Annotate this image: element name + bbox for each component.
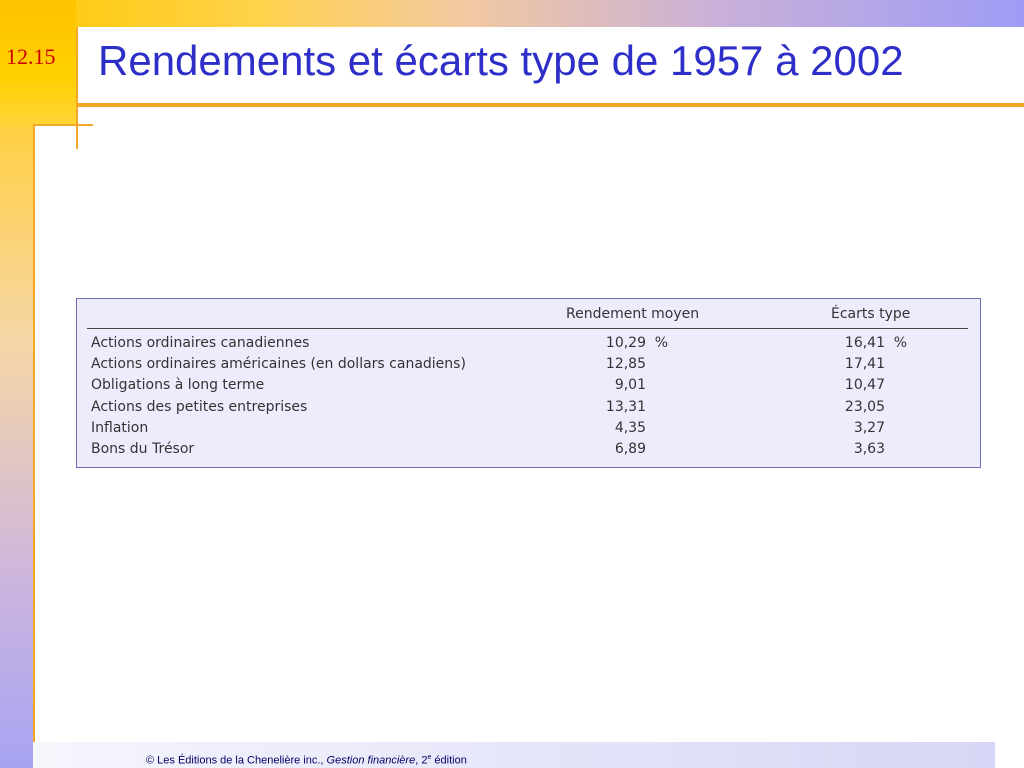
sd-value: 10,47 bbox=[844, 377, 885, 393]
slide-number: 12.15 bbox=[6, 44, 56, 69]
column-header-mean: Rendement moyen bbox=[566, 306, 700, 322]
footer-prefix: © Les Éditions de la Chenelière inc., bbox=[146, 754, 327, 767]
sd-value: 3,63 bbox=[853, 441, 885, 457]
percent-unit: % bbox=[893, 335, 907, 351]
row-label: Actions ordinaires américaines (en dollars canadiens) bbox=[91, 356, 466, 372]
sd-value: 3,27 bbox=[853, 420, 885, 436]
table-header-rule bbox=[87, 328, 968, 329]
mean-value: 4,35 bbox=[614, 420, 646, 436]
table-row bbox=[0, 397, 1024, 418]
mean-value: 10,29 bbox=[605, 335, 646, 351]
footer-superscript: e bbox=[427, 754, 432, 761]
sd-value: 16,41 bbox=[844, 335, 885, 351]
row-label: Bons du Trésor bbox=[91, 441, 195, 457]
std-dev-cell bbox=[845, 333, 907, 354]
title-underline bbox=[76, 103, 1024, 107]
row-label: Actions des petites entreprises bbox=[91, 399, 308, 415]
table-row bbox=[0, 439, 1024, 460]
mean-value: 6,89 bbox=[614, 441, 646, 457]
std-dev-cell bbox=[854, 439, 907, 460]
mean-return-cell bbox=[615, 375, 668, 396]
mean-return-cell bbox=[615, 439, 668, 460]
row-label: Actions ordinaires canadiennes bbox=[91, 335, 310, 351]
mean-value: 13,31 bbox=[605, 399, 646, 415]
column-header-sd: Écarts type bbox=[831, 306, 911, 322]
sd-value: 17,41 bbox=[844, 356, 885, 372]
footer-book-title: Gestion financière bbox=[326, 754, 416, 767]
mean-value: 12,85 bbox=[605, 356, 646, 372]
corner-divider bbox=[33, 124, 93, 126]
mean-return-cell bbox=[606, 333, 668, 354]
table-row bbox=[0, 333, 1024, 354]
sd-value: 23,05 bbox=[844, 399, 885, 415]
row-label: Inflation bbox=[91, 420, 149, 436]
percent-unit: % bbox=[654, 335, 668, 351]
footer-separator: , 2 bbox=[415, 754, 428, 767]
std-dev-cell bbox=[845, 354, 907, 375]
title-left-divider bbox=[76, 27, 78, 149]
table-row bbox=[0, 354, 1024, 375]
table-row bbox=[0, 418, 1024, 439]
mean-return-cell bbox=[615, 418, 668, 439]
mean-return-cell bbox=[606, 397, 668, 418]
copyright-footer bbox=[146, 754, 467, 767]
mean-value: 9,01 bbox=[614, 377, 646, 393]
top-gradient-band bbox=[0, 0, 1024, 27]
std-dev-cell bbox=[854, 418, 907, 439]
std-dev-cell bbox=[845, 397, 907, 418]
table-row bbox=[0, 375, 1024, 396]
mean-return-cell bbox=[606, 354, 668, 375]
footer-suffix: édition bbox=[431, 754, 467, 767]
row-label: Obligations à long terme bbox=[91, 377, 265, 393]
page-title: Rendements et écarts type de 1957 à 2002 bbox=[98, 37, 904, 84]
std-dev-cell bbox=[845, 375, 907, 396]
